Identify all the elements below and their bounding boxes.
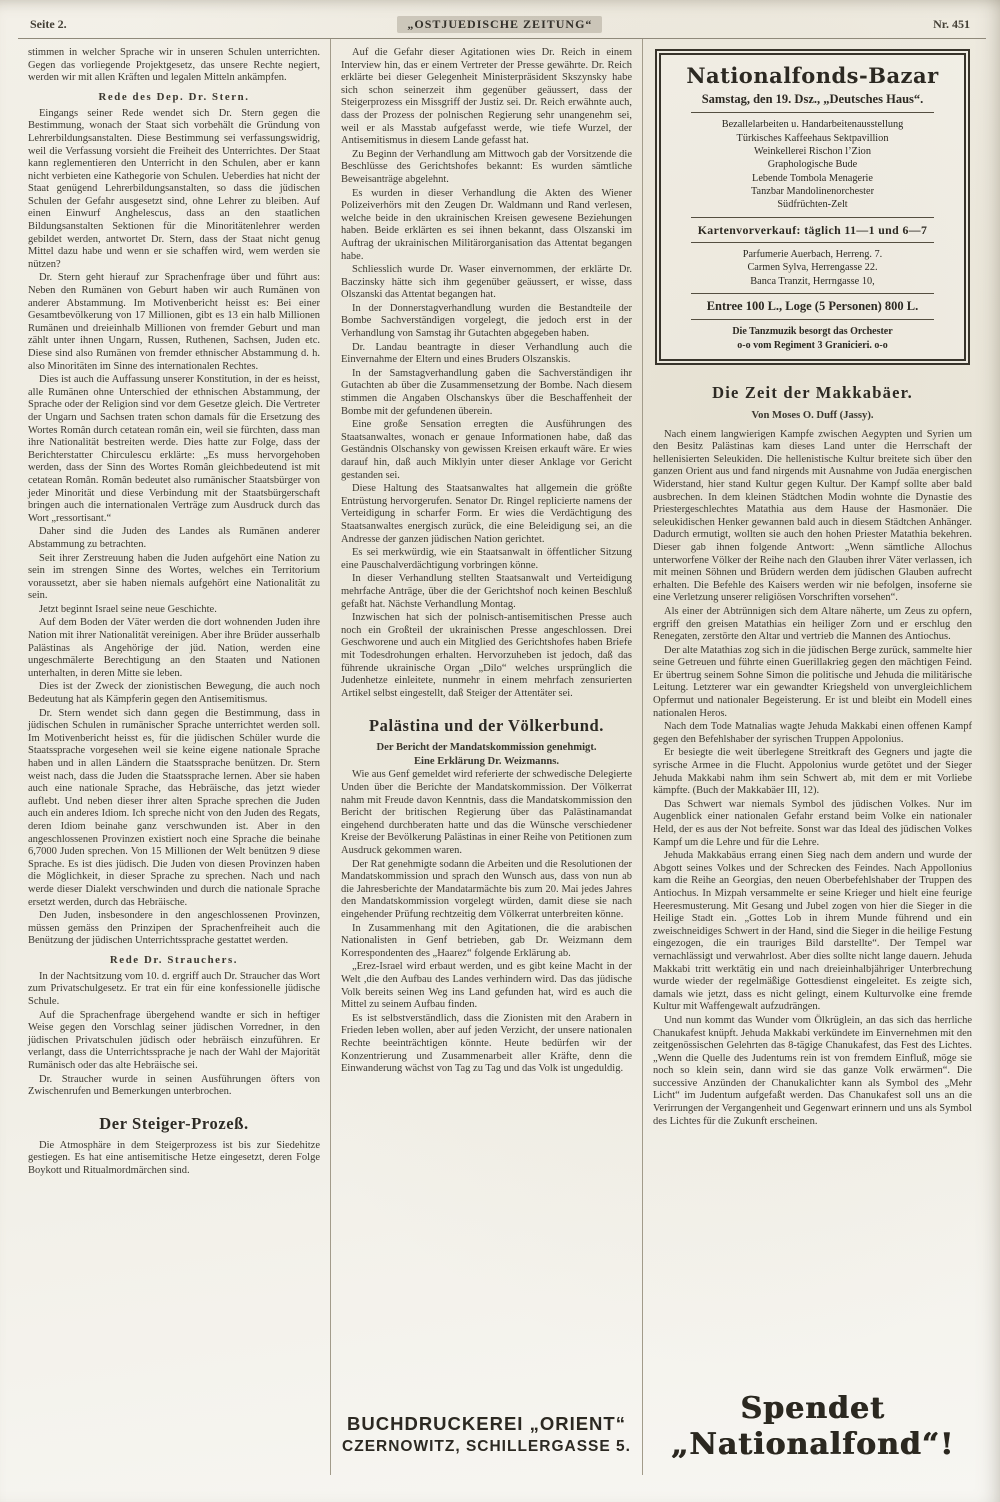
buchdruckerei-orient-ad bbox=[341, 1413, 632, 1457]
palestine-subhead-1: Der Bericht der Mandatskommission genehmigt. bbox=[376, 742, 597, 754]
bazar-attraction: Bezallelarbeiten u. Handarbeitenausstellung bbox=[721, 119, 904, 131]
headline-steiger-prozess: Der Steiger-Prozeß. bbox=[99, 1113, 249, 1133]
paragraph: In der Samstagverhandlung gaben die Sachverständigen ihr Gutachten ab über die Zusammensetzung der Bombe. Nach diesem stimmen die Angaben Olschanskys über die Beschaffenheit der Bombe mit der gefundenen überein. bbox=[341, 367, 632, 417]
paragraph: Und nun kommt das Wunder vom Ölkrüglein, an das sich das herrliche Chanukafest knüpft. Jehuda Makkabi verkündete im Einvernehmen mit den zeitgenössischen Gelehrten das 8-tägige Chanukafest, das Fest des Lichtes. „Wenn die Quelle des Judentums rein ist von fremdem Einfluß, möge sie noch so klein sein, dann wird sie das ganze Volk erwärmen“. Die successive Anzünden der Chanukalichter kann als Symbol des „Mehr Licht“ im Judentum aufgefaßt werden. Das Chanukafest soll uns an die Verirrungen der Vergangenheit und Gegenwart erinnern und uns als Symbol des Lichtes für die Zukunft erscheinen. bbox=[653, 1014, 972, 1127]
paragraph: Er besiegte die weit überlegene Streitkraft des Gegners und jagte die syrische Armee in die Flucht. Appolonius wurde getötet und der Sieger Jehuda Makkabi nahm ihm sein Schwert ab, mit dem er mit Vorliebe kämpfte. (Buch der Makkabäer III, 12). bbox=[653, 747, 972, 797]
paragraph: Den Juden, insbesondere in den angeschlossenen Provinzen, müssen gemäss den Prinzipen der Sprachenfreiheit auch die Benützung der jüdischen Unterrichtssprache gestattet werden. bbox=[28, 910, 320, 947]
paragraph: Nach einem langwierigen Kampfe zwischen Aegypten und Syrien um den Besitz Palästinas kam dieses Land unter die Herrschaft der hellenisierten Seleukiden. Die hellenistische Kultur breitete sich über den ganzen Orient aus und fand nirgends mit Ausnahme von Judäa energischen Widerstand, hier stand Kultur gegen Kultur. Der Kampf sollte aber bald ausbrechen. In dem kleinen Städtchen Modin wohnte die Dynastie des Priestergeschlechtes Matathia aus dem Hause der Hasmonäer. Die seleukidischen Henker gewannen bald auch in diesem Städtchen Anhänger. Dadurch ermutigt, wollten sie auch den hohen Priester Matathia bekehren. Dieser gab ihnen folgende Antwort: „Wenn sämtliche Allochus unterworfene Völker der Reihe nach den Glauben ihrer Väter verlassen, ich mit meinen Söhnen und Brüdern werden dem jüdischen Glauben aufrecht erhalten. Die Befehle des Kaisers werden wir nie befolgen, insoferne sie eine Verletzung unserer religiösen Vorschriften vorsehen“. bbox=[653, 428, 972, 604]
bazar-outlet: Carmen Sylva, Herrengasse 22. bbox=[747, 262, 878, 274]
bazar-outlet: Parfumerie Auerbach, Herreng. 7. bbox=[742, 248, 883, 260]
paragraph: In dieser Verhandlung stellten Staatsanwalt und Verteidigung mehrfache Anträge, über die der Gerichtshof noch keinen Beschluß gefaßt hat. Nächste Verhandlung Montag. bbox=[341, 573, 632, 610]
bazar-attraction: Türkisches Kaffeehaus Sektpavillion bbox=[736, 132, 889, 144]
paragraph: Dies ist der Zweck der zionistischen Bewegung, die auch noch Bedeutung hat als Kämpferin gegen den Antisemitismus. bbox=[28, 681, 320, 706]
nationalfonds-bazar-ad bbox=[655, 49, 970, 365]
paragraph: In der Nachtsitzung vom 10. d. ergriff auch Dr. Straucher das Wort zum Privatschulgesetz. Er trat ein für eine konfessionelle jüdische Schule. bbox=[28, 970, 320, 1008]
print-ad-name: BUCHDRUCKEREI „ORIENT“ bbox=[347, 1413, 626, 1435]
stern-speech-paragraphs bbox=[28, 108, 320, 948]
column-right bbox=[642, 39, 982, 1475]
headline-makkabaeer: Die Zeit der Makkabäer. bbox=[712, 383, 913, 403]
page-number-label: Seite 2. bbox=[30, 17, 67, 31]
straucher-speech-paragraphs bbox=[28, 971, 320, 1099]
paragraph: Als einer der Abtrünnigen sich dem Altare näherte, um Zeus zu opfern, ergriff den greisen Matathias ein heiliger Zorn und er erschlug den Renegaten, zerstörte den Altar und vertrieb die Mannen des Antiochus. bbox=[653, 605, 972, 643]
paragraph: Dies ist auch die Auffassung unserer Konstitution, in der es heisst, alle Rumänen ohne Unterschied der ethnischen Abstammung, der Sprache oder der Religion sind vor dem Gesetze gleich. Die Vertreter der Ungarn und Sachsen traten schon damals für die Ersetzung des Wortes Român durch cetatean român ein, weil sie fürchten, dass man ihre Nationalität bestreiten werde. Dies hatte zur Folge, dass der Berichterstatter Chirculescu erklärte: „Es muss hervorgehoben werden, dass der Sinn des Wortes Român gleichbedeutend ist mit cetatean Român. Român bedeutet also rumänischer Staatsbürger von jeder Minorität und diese Verbindung mit der Staatsbürgerschaft bringen auch die internationalen Verträge zum Ausdruck durch das Wort „ressortisant.“ bbox=[28, 374, 320, 524]
paragraph: Auf die Sprachenfrage übergehend wandte er sich in heftiger Weise gegen den Vorschlag seiner jüdischen Vorredner, in den jüdischen Privatschulen jüdisch oder hebräisch einzuführen. Er verlangt, dass die Unterrichtssprache je nach der Wahl der Majorität Rumänisch oder das alte Hebräische sei. bbox=[28, 1009, 320, 1072]
paragraph: Nach dem Tode Matnalias wagte Jehuda Makkabi einen offenen Kampf gegen den Befehlshaber der syrischen Truppen Appolonius. bbox=[653, 721, 972, 745]
subheading-rede-stern: Rede des Dep. Dr. Stern. bbox=[98, 90, 250, 103]
paragraph: Wie aus Genf gemeldet wird referierte der schwedische Delegierte Unden über die Berichte der Mandatskommission. Der Völkerrat nahm mit Freude davon Kenntnis, dass die Mandatskommission den Bericht der britischen Regierung über das Palästinamandat eingehend durchberaten hatte und das die Wünsche verschiedener Kreise der Bevölkerung Palästinas in einer Reihe von Petitionen zum Ausdruck gekommen waren. bbox=[341, 769, 632, 857]
newspaper-title: „OSTJUEDISCHE ZEITUNG“ bbox=[397, 16, 602, 33]
issue-number: Nr. 451 bbox=[933, 17, 970, 31]
divider bbox=[691, 242, 934, 243]
paragraph: Es sei merkwürdig, wie ein Staatsanwalt in öffentlicher Sitzung eine Pauschalverdächtigung vorbringen könne. bbox=[341, 547, 632, 571]
column-spacer bbox=[341, 1077, 632, 1405]
bazar-outlet: Banca Tranzit, Herrngasse 10, bbox=[750, 275, 875, 287]
palestine-article-paragraphs bbox=[341, 769, 632, 1076]
bazar-entree-prices: Entree 100 L., Loge (5 Personen) 800 L. bbox=[706, 299, 919, 314]
bazar-music-line-2: o-o vom Regiment 3 Granicieri. o-o bbox=[737, 339, 888, 351]
paragraph: Auf dem Boden der Väter werden die dort wohnenden Juden ihre Nation mit ihrer Nationalität vereinigen. Aber ihre Brüder ausserhalb Palästinas als Angehörige der jüd. Nation, werden eine ungeschmälerte Berechtigung an den Staaten und Nationen unterhalten, in deren Mitte sie leben. bbox=[28, 617, 320, 679]
paragraph: „Erez-Israel wird erbaut werden, und es gibt keine Macht in der Welt ,die den Aufbau des Landes verhindern wird. Das das jüdische Volk bereits seinen Weg ins Land gefunden hat, wird es auch die Mittel zu seinem Aufbau finden. bbox=[341, 961, 632, 1011]
bazar-attraction: Tanzbar Mandolinenorchester bbox=[750, 186, 875, 198]
bazar-attractions-list bbox=[671, 118, 954, 212]
paragraph: Dr. Stern geht hierauf zur Sprachenfrage über und führt aus: Neben den Rumänen von Geburt haben wir auch Rumänen von anderer Abstammung. Im Motivenbericht heisst es: Bei einer Gesamtbevölkerung von 17 Millionen, gibt es 13 ein halb Millionen Rumänen und dreieinhalb Millionen von fremder Geburt und man zählt unter ihnen Ungarn, Russen, Ruthenen, Sachsen, Juden etc. Diese sind also Rumänen von fremder ethnischer Abstammung d. h. also Minoritäten im Sinne des internationalen Rechtes. bbox=[28, 272, 320, 372]
paragraph: Jehuda Makkabäus errang einen Sieg nach dem andern und wurde der Abgott seines Volkes und der Schrecken des Feindes. Nach Appollonius kam die Reihe an Georgias, den neuen Oberbefehlshaber der Truppen des Antiochus. In Mizpah versammelte er seine Krieger und hielt eine feurige Heeresmusterung. Mit Gesang und Jubel zogen von hier die Sieger in die Heilige Stadt ein. „Gottes Lob in ihrem Munde führend und ein zweischneidiges Schwert in der Hand, sind die Sieger in die heilige Festung eingezogen, die ein trauriges Bild darstellte“. Der Tempel war vernachlässigt und verwahrlost. Aber dies sollte nicht lange dauern. Jehuda Makkabi tritt werktätig ein und nach dreieinhalbjähriger Unterbrechung wurde wieder der regelmäßige Gottesdienst eingeleitet. Es zeigte sich, damals wie jetzt, dass es nicht gelingt, einem Kulturvolke eine fremde Kultur mit Waffengewalt aufzudrängen. bbox=[653, 850, 973, 1013]
divider bbox=[691, 112, 934, 113]
paragraph: Dr. Landau beantragte in dieser Verhandlung auch die Einvernahme der Eltern und eines Bruders Olszanskis. bbox=[341, 341, 632, 366]
headline-palaestina-voelkerbund: Palästina und der Völkerbund. bbox=[368, 716, 605, 736]
makkabaeer-article-paragraphs bbox=[653, 429, 972, 1130]
divider bbox=[691, 319, 934, 320]
column-left bbox=[18, 39, 330, 1475]
paragraph: In der Donnerstagverhandlung wurden die Bestandteile der Bombe Sachverständigen vorgelegt, die jedoch erst in der Verhandlung von Samstag ihr Gutachten abgegeben haben. bbox=[341, 302, 632, 340]
paragraph: Eine große Sensation erregten die Ausführungen des Staatsanwaltes, wonach er genaue Informationen habe, daß das Geständnis Olschansky von gewissen Kreisen erkauft wäre. Er wies darauf hin, daß auch Miklyin unter dieser Anklage vor Gericht gestanden sei. bbox=[341, 419, 632, 481]
paragraph: Diese Haltung des Staatsanwaltes hat allgemein die größte Entrüstung hervorgerufen. Senator Dr. Ringel replicierte namens der Verteidigung in scharfer Form. Er wies die Verdächtigung des Staatsanwaltes energisch zurück, die eine Beleidigung sei, an die Andresse der ganzen jüdischen Nation gerichtet. bbox=[341, 483, 632, 545]
bazar-title: Nationalfonds-Bazar bbox=[686, 63, 939, 88]
divider bbox=[691, 293, 934, 294]
makkabaeer-byline: Von Moses O. Duff (Jassy). bbox=[751, 409, 874, 421]
bazar-attraction: Graphologische Bude bbox=[767, 159, 858, 171]
bazar-attraction: Südfrüchten-Zelt bbox=[777, 199, 848, 211]
nationalfond-appeal: Spendet „Nationalfond“! bbox=[670, 1391, 955, 1462]
column-spacer bbox=[653, 1129, 972, 1383]
steiger-article-continued bbox=[341, 47, 632, 701]
paragraph: Auf die Gefahr dieser Agitationen wies Dr. Reich in einem Interview hin, das er einem Vertreter der Presse gewährte. Dr. Reich erklärte bei dieser Gelegenheit Ministerpräsident Skszynsky habe sich schon seinerzeit ihm gegenüber geäussert, dass der Steigerprozess ein Missgriff der Justiz sei. Dr. Reich erwähnte auch, dass der Prozess der polnischen Regierung sehr unangenehm sei, weil er als Masstab aufgefasst werde, wie tiefe Wurzel, der Antisemitismus in diesem Lande gefasst hat. bbox=[341, 47, 632, 147]
bazar-attraction: Weinkellerei Rischon l’Zion bbox=[754, 145, 871, 157]
paragraph: Dr. Straucher wurde in seinen Ausführungen öfters von Zwischenrufen und Bemerkungen unterbrochen. bbox=[28, 1073, 320, 1098]
column-middle bbox=[330, 39, 642, 1475]
paragraph: Eingangs seiner Rede wendet sich Dr. Stern gegen die Bestimmung, wonach der Staat sich vorbehält die Gründung von Lehrerbildungsanstalten. Diese Bestimmung sei verfassungswidrig, weil die Verfassung vorsieht die Freiheit des Unterrichtes. Der Staat kann reglementieren den Unterricht in den Schulen, aber er kann nicht verbieten eine Kathegorie von Schulen. Ueberdies hat nicht der Staat genügend Lehrerbildungsanstalten, so dass die jüdischen Schulen der Gefahr ausgesetzt sind, ohne Lehrer zu bleiben. Auf einen Einwurf Anghelescus, dass an den staatlichen Bildungsanstalten Sektionen für die Minoritätenlehrer werden gebildet werden, antwortet Dr. Stern, dass der Staat nicht genug Mittel dazu habe und wenn er sie schaffen wird, wem werden sie nützen? bbox=[28, 107, 320, 270]
bazar-attraction: Lebende Tombola Menagerie bbox=[752, 172, 873, 184]
paragraph: Daher sind die Juden des Landes als Rumänen anderer Abstammung zu betrachten. bbox=[28, 526, 320, 550]
masthead bbox=[18, 14, 986, 39]
paragraph: Schliesslich wurde Dr. Waser einvernommen, der erklärte Dr. Baczinsky hätte sich ihm gegenüber geäussert, er wisse, dass Olszanski das Attentat begangen hat. bbox=[341, 264, 632, 301]
bazar-music-line-1: Die Tanzmuzik besorgt das Orchester bbox=[732, 326, 893, 338]
bazar-date-venue: Samstag, den 19. Dsz., „Deutsches Haus“. bbox=[701, 92, 924, 107]
paragraph: Inzwischen hat sich der polnisch-antisemitischen Presse auch noch ein Großteil der ukrainischen Presse angeschlossen. Drei Geschworene und auch ein Mitglied des Gerichtshofes haben Briefe mit Todesdrohungen erhalten. Hervorzuheben ist jedoch, daß das führende ukrainische Organ „Dilo“ welches ursprünglich die Judenhetze einleitete, nunmehr in einem mehrfach zensurierten Artikel selbst eingestellt, daß Steiger der Attentäter sei. bbox=[341, 612, 632, 699]
paragraph: Seit ihrer Zerstreuung haben die Juden aufgehört eine Nation zu sein im strengen Sinne des Wortes, welches ein Territorium voraussetzt, aber sie haben niemals aufgehört eine Nationalität zu sein. bbox=[28, 552, 320, 602]
paragraph: Es wurden in dieser Verhandlung die Akten des Wiener Polizeiverhörs mit den Zeugen Dr. Waldmann und Rand verlesen, welche beide in den ukrainischen Kreisen gewesene Beziehungen haben. Beide erklärten es sei ihnen bekannt, dass Olszanski im Auftrag der ukrainischen Militärorganisation das Attentat begangen habe. bbox=[341, 187, 632, 262]
paragraph: Es ist selbstverständlich, dass die Zionisten mit den Arabern in Frieden leben wollen, aber auf jeden Verzicht, der unsere nationalen Rechte beeinträchtigen könnte. Heute bedürfen wir der Konzentrierung und Zusammenarbeit aller Kräfte, denn die Einwanderung wächst von Tag zu Tag und das Volk ist ungeduldig. bbox=[341, 1012, 632, 1075]
divider bbox=[691, 217, 934, 218]
bazar-outlets-list bbox=[671, 248, 954, 288]
bazar-ticket-info: Kartenvorverkauf: täglich 11—1 und 6—7 bbox=[697, 222, 928, 237]
paragraph: Der Rat genehmigte sodann die Arbeiten und die Resolutionen der Mandatskommission und sprach den Wunsch aus, dass von nun ab die Jahresberichte der Mandatarmächte bis zum 20. Mai jedes Jahres den Mandatskommission vorgelegt würden, damit diese sie nach eingehender Prüfung rechtzeitig dem Völkerrat unterbreiten könne. bbox=[341, 858, 632, 921]
print-ad-address: CZERNOWITZ, SCHILLERGASSE 5. bbox=[342, 1438, 631, 1456]
column-layout bbox=[18, 39, 986, 1475]
steiger-article-intro bbox=[28, 1140, 320, 1178]
paragraph: In Zusammenhang mit den Agitationen, die die arabischen Nationalisten in Genf betrieben, gab Dr. Weizmann dem Korrespondenten des „Haarez“ folgende Erklärung ab. bbox=[341, 922, 632, 959]
paragraph: Jetzt beginnt Israel seine neue Geschichte. bbox=[39, 603, 217, 615]
paragraph: Das Schwert war niemals Symbol des jüdischen Volkes. Nur im Augenblick einer nationalen Gefahr erstand beim Volke ein nationaler Held, der es aus der Not befreite. Sonst war das Ideal des jüdischen Volkes Kampf um die Lehre und für die Lehre. bbox=[653, 798, 972, 848]
subheading-rede-straucher: Rede Dr. Strauchers. bbox=[109, 953, 239, 966]
paragraph: Die Atmosphäre in dem Steigerprozess ist bis zur Siedehitze gestiegen. Es hat eine antisemitische Hetze eingesetzt, deren Folge Boykott und Ritualmordmärchen sind. bbox=[28, 1139, 320, 1176]
paragraph: Dr. Stern wendet sich dann gegen die Bestimmung, dass in jüdischen Schulen in rumänischer Sprache unterrichtet werden soll. Im Motivenbericht heisst es, für die jüdischen Schüler wurde die Staatssprache vorgesehen weil sie keine eigene nationale Sprache haben und in allen Ländern die Staatssprache benützen. Dr. Stern weist nach, dass die Juden die Staatssprache lernen. Aber sie haben auch eine nationale Sprache, das Hebräische, das jetzt wieder auflebt. Und neben dieser ihrer alten Sprache sprechen die Juden auch ein anderes Idiom. Ich spreche nicht von den Juden des Regats, deren Idiom beinahe ganz verschwunden ist. Aber in den angeschlossenen Provinzen existiert noch eine Sprache die beinahe 6,7000 Juden sprechen. Von 15 Millionen der Welt benützen 9 diese Sprache. Es ist dies jüdisch. Die Juden von diesen Provinzen haben die Möglichkeit, in dieser Sprache zu sprechen. Nach und nach werde dieser Dialekt verschwinden und durch die nationale Sprache ersetzt werden, durch das Hebräische. bbox=[28, 707, 320, 908]
paragraph: Zu Beginn der Verhandlung am Mittwoch gab der Vorsitzende die Beschlüsse des Gerichtshofes bekannt: Es wurden sämtliche Beweisanträge abgelehnt. bbox=[341, 148, 632, 185]
palestine-subhead-2: Eine Erklärung Dr. Weizmanns. bbox=[413, 755, 560, 767]
paragraph: Der alte Matathias zog sich in die jüdischen Berge zurück, sammelte hier seine Getreuen und führte einen Guerillakrieg gegen den mächtigen Feind. Er übertrug seinem Sohne Simon die politische und Jehuda die militärische Leitung. Letzterer war ein gewandter Kriegsheld von unvergleichlichem Opfermut und nationaler Begeisterung. Er ist und bleibt ein Modell eines nationalen Heros. bbox=[653, 644, 972, 719]
intro-paragraph: stimmen in welcher Sprache wir in unseren Schulen unterrichten. Gegen das vorliegende Projektgesetz, das unsere Rechte negiert, werden wir mit allen Kräften und legalen Mitteln ankämpfen. bbox=[28, 47, 320, 84]
